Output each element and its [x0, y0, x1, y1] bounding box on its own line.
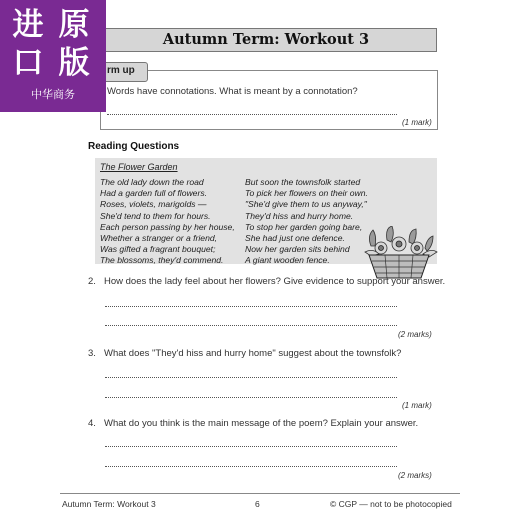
- question-1-marks: (1 mark): [402, 118, 432, 127]
- badge-characters: [6, 6, 100, 82]
- poem-line: The blossoms, they'd commend.: [100, 255, 224, 266]
- question-number: 2.: [88, 276, 96, 287]
- publisher-badge: [0, 0, 106, 112]
- section-heading: Reading Questions: [88, 141, 180, 152]
- poem-line: Whether a stranger or a friend,: [100, 233, 218, 244]
- publisher-name: 中华商务: [31, 88, 75, 101]
- poem-line: The old lady down the road: [100, 177, 204, 187]
- title-bar: [95, 28, 437, 52]
- answer-line[interactable]: [105, 466, 397, 467]
- poem-left-column: [100, 177, 235, 267]
- answer-line[interactable]: [105, 397, 397, 398]
- poem-line: But soon the townsfolk started: [245, 177, 361, 187]
- poem-line: Roses, violets, marigolds —: [100, 199, 207, 210]
- poem-line: Was gifted a fragrant bouquet;: [100, 244, 216, 255]
- answer-line[interactable]: [105, 446, 397, 447]
- answer-line[interactable]: [105, 325, 397, 326]
- poem-line: A giant wooden fence.: [245, 255, 330, 266]
- footer-title: Autumn Term: Workout 3: [62, 499, 156, 509]
- question-marks: (2 marks): [398, 471, 432, 480]
- warm-up-label: rm up: [107, 65, 135, 76]
- warm-up-tab: [100, 62, 148, 82]
- poem-line: To pick her flowers on their own.: [245, 188, 368, 199]
- question-number: 4.: [88, 418, 96, 429]
- poem-line: "She'd give them to us anyway,": [245, 199, 367, 210]
- poem-line: She had just one defence.: [245, 233, 345, 244]
- warm-up-box: [100, 70, 438, 130]
- answer-line[interactable]: [107, 114, 397, 115]
- question-text: How does the lady feel about her flowers? Give evidence to support your answer.: [104, 276, 446, 287]
- question-number: 3.: [88, 348, 96, 359]
- poem-line: Now her garden sits behind: [245, 244, 350, 255]
- question-marks: (2 marks): [398, 330, 432, 339]
- answer-line[interactable]: [105, 377, 397, 378]
- badge-char: 口: [12, 45, 46, 81]
- answer-line[interactable]: [105, 306, 397, 307]
- poem-line: They'd hiss and hurry home.: [245, 210, 354, 221]
- question-marks: (1 mark): [402, 401, 432, 410]
- page-title: Autumn Term: Workout 3: [162, 31, 370, 48]
- poem-right-column: [245, 177, 368, 267]
- poem-line: She'd tend to them for hours.: [100, 210, 211, 221]
- poem-line: To stop her garden going bare,: [245, 221, 363, 232]
- question-text: What do you think is the main message of the poem? Explain your answer.: [104, 418, 419, 429]
- footer-divider: [60, 493, 460, 494]
- badge-char: 进: [12, 7, 46, 43]
- badge-char: 原: [58, 7, 92, 43]
- question-text: What does "They'd hiss and hurry home" suggest about the townsfolk?: [104, 348, 402, 359]
- poem-line: Had a garden full of flowers.: [100, 188, 208, 199]
- poem-line: Each person passing by her house,: [100, 221, 235, 232]
- copyright-notice: © CGP — not to be photocopied: [330, 499, 452, 509]
- page-number: 6: [255, 499, 260, 509]
- flower-basket-icon: [359, 226, 439, 280]
- poem-title: The Flower Garden: [100, 162, 178, 172]
- badge-char: 版: [58, 45, 92, 81]
- question-1-text: Words have connotations. What is meant by a connotation?: [107, 86, 358, 97]
